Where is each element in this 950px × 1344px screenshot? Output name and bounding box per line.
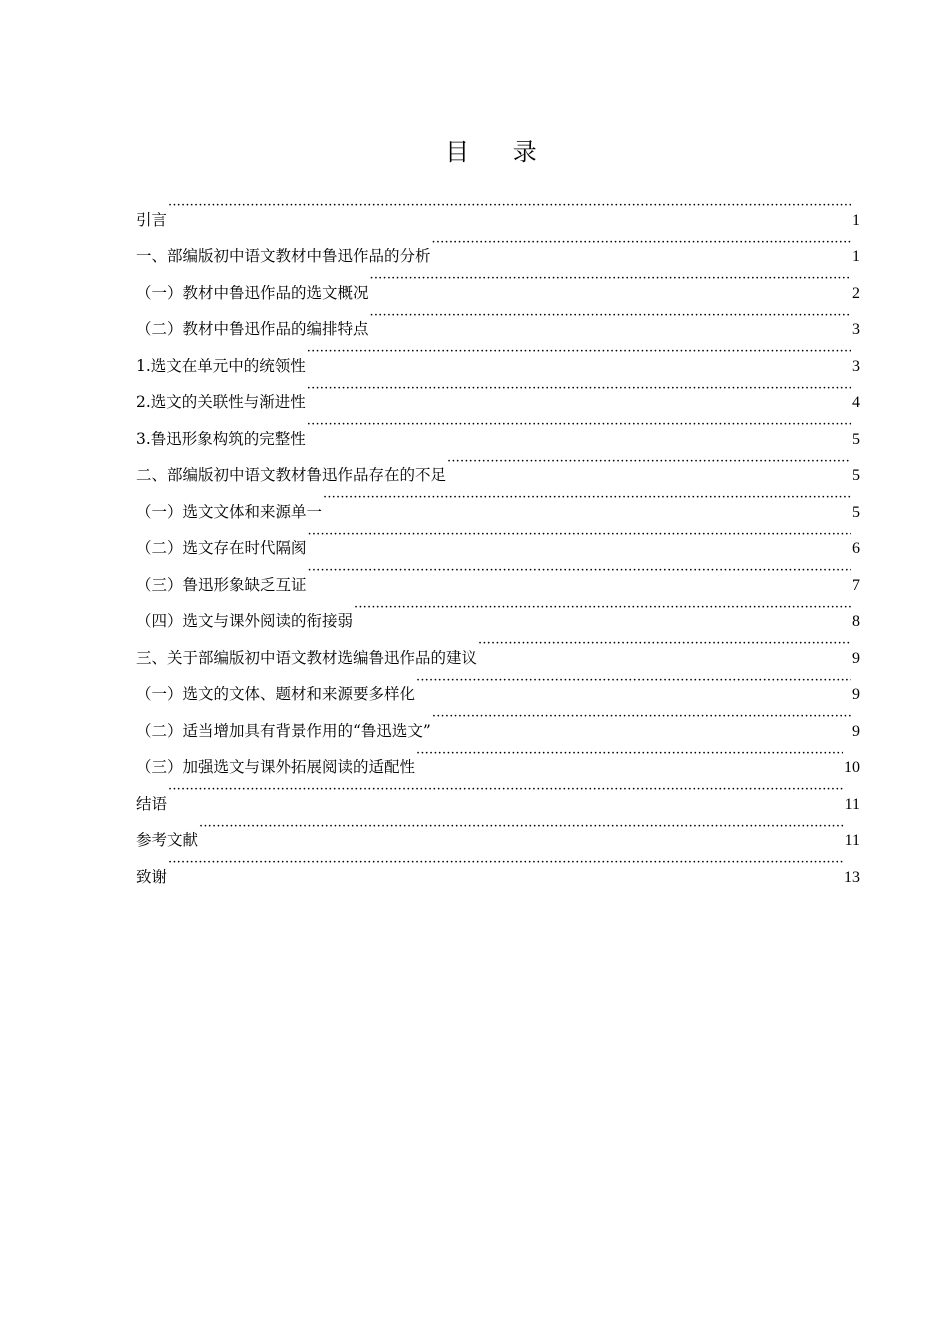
toc-dot-leader <box>416 663 851 700</box>
toc-entry-page: 1 <box>852 248 860 265</box>
toc-entry-label: （二）选文存在时代隔阂 <box>136 539 307 557</box>
toc-dot-leader <box>354 590 851 627</box>
toc-entry[interactable] <box>136 809 860 849</box>
toc-entry-page: 13 <box>844 868 860 886</box>
toc-entry-label: 结语 <box>136 794 168 813</box>
toc-entry-page: 9 <box>852 686 860 703</box>
toc-entry-label: （三）鲁迅形象缺乏互证 <box>136 575 307 594</box>
toc-entry-label: 一、部编版初中语文教材中鲁迅作品的分析 <box>136 247 431 265</box>
toc-entry-label: 二、部编版初中语文教材鲁迅作品存在的不足 <box>136 466 447 484</box>
toc-entry-page: 2 <box>852 284 860 302</box>
toc-entry-label: 参考文献 <box>136 831 199 849</box>
toc-entry-label: （一）选文的文体、题材和来源要多样化 <box>136 685 416 703</box>
toc-entry-label: 1.选文在单元中的统领性 <box>136 356 306 375</box>
toc-title: 目 录 <box>445 138 555 166</box>
toc-entry-page: 5 <box>852 430 860 448</box>
toc-entry-page: 3 <box>852 321 860 338</box>
toc-dot-leader <box>370 298 851 335</box>
toc-entry-page: 9 <box>852 722 860 740</box>
toc-entry-page: 1 <box>852 211 860 229</box>
toc-entry-page: 11 <box>844 795 860 813</box>
toc-entry-label: 致谢 <box>136 867 168 886</box>
toc-dot-leader <box>168 772 844 809</box>
toc-dot-leader <box>478 626 851 663</box>
toc-entry-label: 引言 <box>136 210 168 229</box>
toc-entry[interactable] <box>136 225 860 265</box>
toc-entry-page: 5 <box>852 503 860 521</box>
toc-entry[interactable] <box>136 188 860 229</box>
toc-dot-leader <box>199 809 844 846</box>
toc-entry-label: （三）加强选文与课外拓展阅读的适配性 <box>136 758 416 776</box>
toc-entry-label: 三、关于部编版初中语文教材选编鲁迅作品的建议 <box>136 648 478 667</box>
toc-entry-label: 3.鲁迅形象构筑的完整性 <box>136 429 306 448</box>
toc-dot-leader <box>323 480 851 517</box>
toc-dot-leader <box>307 334 851 371</box>
toc-entry-page: 9 <box>852 649 860 667</box>
toc-entry-label: （一）选文文体和来源单一 <box>136 502 323 521</box>
toc-dot-leader <box>308 517 851 554</box>
toc-entry-page: 5 <box>852 467 860 484</box>
toc-entry-label: （二）教材中鲁迅作品的编排特点 <box>136 320 369 338</box>
toc-entry-label: （四）选文与课外阅读的衔接弱 <box>136 612 354 630</box>
toc-entry-label: 2.选文的关联性与渐进性 <box>136 393 306 411</box>
toc-list <box>136 188 860 886</box>
toc-entry[interactable] <box>136 772 860 813</box>
toc-entry-page: 4 <box>852 394 860 411</box>
toc-entry-page: 8 <box>852 613 860 630</box>
toc-entry-label: （一）教材中鲁迅作品的选文概况 <box>136 283 369 302</box>
toc-entry[interactable] <box>136 845 860 886</box>
toc-entry-page: 6 <box>852 540 860 557</box>
toc-entry-page: 7 <box>852 576 860 594</box>
toc-dot-leader <box>168 188 851 225</box>
toc-dot-leader <box>168 845 843 882</box>
toc-dot-leader <box>432 699 851 736</box>
toc-dot-leader <box>432 225 851 262</box>
toc-entry-page: 3 <box>852 357 860 375</box>
toc-dot-leader <box>307 371 851 408</box>
toc-entry-page: 11 <box>844 832 860 849</box>
toc-entry-page: 10 <box>844 759 860 776</box>
toc-dot-leader <box>307 407 851 444</box>
toc-dot-leader <box>447 444 851 481</box>
toc-dot-leader <box>308 553 851 590</box>
toc-dot-leader <box>370 261 851 298</box>
toc-entry-label: （二）适当增加具有背景作用的“鲁迅选文” <box>136 721 431 740</box>
toc-dot-leader <box>416 736 843 773</box>
